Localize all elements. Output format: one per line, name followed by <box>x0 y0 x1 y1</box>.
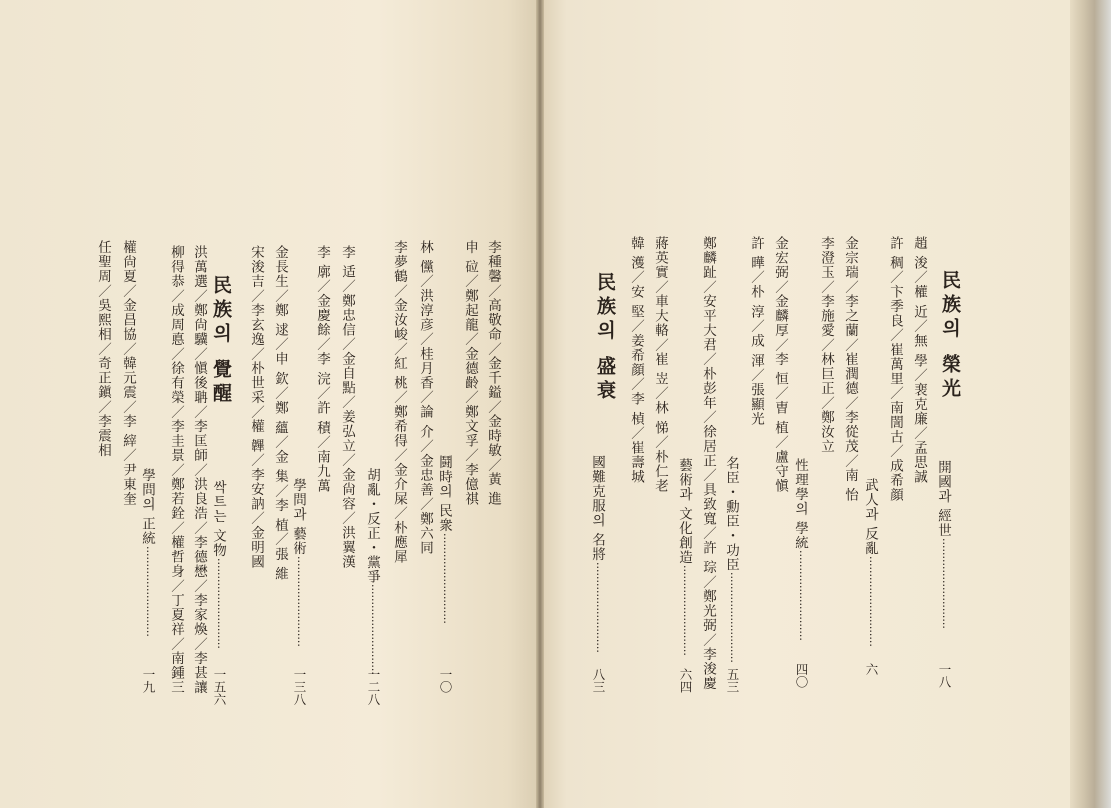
person-name: 李安訥 <box>248 467 264 512</box>
toc-entry-title[interactable] <box>675 458 693 656</box>
name-separator: ／ <box>272 483 288 499</box>
person-name: 姜希顔 <box>628 333 644 378</box>
name-separator: ／ <box>842 279 858 294</box>
person-name: 韓 濩 <box>628 236 644 271</box>
name-separator: ／ <box>818 337 834 352</box>
name-separator: ／ <box>911 270 927 285</box>
chapter-title: 藝術과 文化創造 <box>676 458 692 565</box>
person-name: 李 恒 <box>772 352 788 387</box>
name-separator: ／ <box>417 390 433 405</box>
leader-dots: ·························· <box>725 572 738 663</box>
person-name: 洪良浩 <box>191 477 207 521</box>
name-list-line <box>313 245 331 493</box>
name-separator: ／ <box>700 352 716 367</box>
person-name: 鄭 逑 <box>272 303 288 338</box>
name-separator: ／ <box>485 457 501 472</box>
leader-dots: ·························· <box>591 561 604 653</box>
toc-entry-title[interactable] <box>138 468 156 637</box>
person-name: 李澄玉 <box>818 236 834 280</box>
chapter-title: 國難克服의 名將 <box>589 455 605 562</box>
person-name: 申 欽 <box>272 351 288 387</box>
person-name: 鄭忠信 <box>339 293 355 338</box>
person-name: 李震相 <box>95 414 111 458</box>
name-separator: ／ <box>95 283 111 298</box>
toc-entry-title[interactable] <box>363 468 381 675</box>
person-name: 鄭若銓 <box>168 477 184 521</box>
name-separator: ／ <box>339 279 355 294</box>
section-heading: 民族의 盛衰 <box>594 272 616 404</box>
name-list-line <box>416 240 434 555</box>
name-separator: ／ <box>628 425 644 441</box>
name-separator: ／ <box>391 390 407 405</box>
name-separator: ／ <box>272 288 288 303</box>
name-separator: ／ <box>314 386 330 401</box>
name-separator: ／ <box>887 386 903 401</box>
person-name: 成希顔 <box>887 458 903 503</box>
person-name: 李圭景 <box>168 419 184 463</box>
person-name: 金忠善 <box>417 453 433 498</box>
name-separator: ／ <box>911 319 927 334</box>
person-name: 許 曄 <box>748 236 764 271</box>
person-name: 許 積 <box>314 400 330 435</box>
page-number: 一八 <box>937 663 952 688</box>
name-separator: ／ <box>462 332 478 347</box>
person-name: 鄭六同 <box>417 511 433 556</box>
person-name: 車大輅 <box>652 294 668 338</box>
name-separator: ／ <box>339 453 355 468</box>
name-separator: ／ <box>485 283 501 298</box>
name-list-line <box>817 236 835 454</box>
name-separator: ／ <box>248 453 264 468</box>
section-heading: 民族의 榮光 <box>939 270 961 402</box>
name-separator: ／ <box>120 399 136 414</box>
person-name: 丁夏祥 <box>168 593 184 637</box>
chapter-title: 性理學의 學統 <box>792 458 808 551</box>
name-separator: ／ <box>911 425 927 441</box>
person-name: 尹東奎 <box>120 462 136 507</box>
name-list-line <box>461 240 479 506</box>
name-list-line <box>390 240 408 564</box>
person-name: 權尙夏 <box>120 240 136 284</box>
name-separator: ／ <box>700 279 716 294</box>
person-name: 李之蘭 <box>842 294 858 338</box>
name-separator: ／ <box>887 270 903 285</box>
person-name: 洪翼漢 <box>339 525 355 570</box>
name-separator: ／ <box>818 395 834 410</box>
person-name: 宋浚吉 <box>248 245 264 289</box>
chapter-title: 武人과 反亂 <box>862 478 878 556</box>
name-separator: ／ <box>168 578 184 593</box>
name-separator: ／ <box>748 319 764 334</box>
leader-dots: ·························· <box>212 557 225 649</box>
person-name: 朴應犀 <box>391 520 407 565</box>
name-separator: ／ <box>652 435 668 450</box>
person-name: 權 近 <box>911 284 927 320</box>
name-separator: ／ <box>95 399 111 414</box>
person-name: 蔣英實 <box>652 236 668 280</box>
person-name: 鄭尙驥 <box>191 303 207 347</box>
name-separator: ／ <box>314 279 330 294</box>
person-name: 李 廓 <box>314 245 330 280</box>
person-name: 申 砬 <box>462 240 478 275</box>
person-name: 金長生 <box>272 245 288 289</box>
name-separator: ／ <box>191 520 207 535</box>
leader-dots: ·························· <box>292 555 305 647</box>
name-separator: ／ <box>887 444 903 459</box>
person-name: 朴彭年 <box>700 366 716 410</box>
chapter-title: 名臣・勳臣・功臣 <box>723 456 739 572</box>
person-name: 李玄逸 <box>248 303 264 347</box>
person-name: 李 植 <box>272 498 288 533</box>
person-name: 金麟厚 <box>772 294 788 338</box>
name-separator: ／ <box>168 636 184 651</box>
name-separator: ／ <box>772 337 788 352</box>
person-name: 金 集 <box>272 449 288 484</box>
name-list-line <box>841 236 859 502</box>
leader-dots: ·························· <box>366 584 379 675</box>
person-name: 金明國 <box>248 525 264 570</box>
name-separator: ／ <box>772 435 788 450</box>
toc-entry-title[interactable] <box>722 456 740 663</box>
name-separator: ／ <box>120 341 136 356</box>
name-list-line <box>190 245 208 695</box>
name-list-line <box>886 236 904 502</box>
name-separator: ／ <box>652 279 668 294</box>
person-name: 南誾古 <box>887 400 903 445</box>
name-separator: ／ <box>628 377 644 392</box>
person-name: 裵克廉 <box>911 382 927 426</box>
person-name: 李 适 <box>339 245 355 280</box>
name-separator: ／ <box>911 367 927 383</box>
person-name: 桂月香 <box>417 346 433 391</box>
person-name: 崔 岦 <box>652 352 668 387</box>
name-list-line <box>167 245 185 695</box>
chapter-title: 鬪時의 民衆 <box>436 455 452 533</box>
person-name: 金自點 <box>339 351 355 396</box>
name-separator: ／ <box>772 386 788 401</box>
person-name: 徐居正 <box>700 424 716 468</box>
person-name: 鄭汝立 <box>818 410 834 454</box>
name-separator: ／ <box>168 462 184 477</box>
person-name: 盧守愼 <box>772 449 788 494</box>
person-name: 李從茂 <box>842 410 858 454</box>
person-name: 高敬命 <box>485 298 501 342</box>
name-list-line <box>627 236 645 484</box>
page-number: 一二八 <box>366 668 381 706</box>
section-heading: 民族의 覺醒 <box>210 275 232 407</box>
name-separator: ／ <box>887 328 903 343</box>
name-separator: ／ <box>700 526 716 541</box>
person-name: 洪淳彦 <box>417 288 433 333</box>
page-number: 四〇 <box>794 663 809 688</box>
name-list-line <box>747 236 765 426</box>
chapter-title: 싹트는 文物 <box>210 480 226 558</box>
name-separator: ／ <box>462 448 478 463</box>
name-separator: ／ <box>168 404 184 419</box>
leader-dots: ·························· <box>678 564 691 656</box>
name-separator: ／ <box>417 332 433 347</box>
name-separator: ／ <box>462 274 478 289</box>
person-name: 李施愛 <box>818 294 834 338</box>
name-separator: ／ <box>772 279 788 294</box>
name-separator: ／ <box>191 288 207 303</box>
person-name: 金尙容 <box>339 467 355 512</box>
page-number: 五三 <box>725 668 740 693</box>
leader-dots: ·························· <box>141 545 154 637</box>
name-separator: ／ <box>248 346 264 361</box>
name-separator: ／ <box>485 341 501 356</box>
name-separator: ／ <box>314 337 330 352</box>
person-name: 奇正鎭 <box>95 356 111 400</box>
name-separator: ／ <box>191 636 207 651</box>
name-separator: ／ <box>272 434 288 450</box>
name-separator: ／ <box>168 346 184 361</box>
name-separator: ／ <box>339 395 355 410</box>
name-list-line <box>247 245 265 569</box>
name-separator: ／ <box>95 341 111 356</box>
person-name: 李 浣 <box>314 351 330 387</box>
toc-entry-title[interactable] <box>791 458 809 641</box>
person-name: 洪萬選 <box>191 245 207 289</box>
person-name: 權 韠 <box>248 419 264 454</box>
name-separator: ／ <box>272 337 288 352</box>
person-name: 李 楨 <box>628 391 644 426</box>
person-name: 張 維 <box>272 546 288 582</box>
person-name: 金宗瑞 <box>842 236 858 280</box>
page-number: 八三 <box>591 668 606 693</box>
toc-entry-title[interactable] <box>289 478 307 647</box>
person-name: 李億祺 <box>462 462 478 507</box>
person-name: 吳熙相 <box>95 298 111 342</box>
person-name: 李種馨 <box>485 240 501 284</box>
name-separator: ／ <box>417 439 433 454</box>
person-name: 孟思誠 <box>911 440 927 484</box>
toc-entry-title[interactable] <box>934 460 952 629</box>
name-list-line <box>771 236 789 493</box>
person-name: 鄭起龍 <box>462 288 478 333</box>
person-name: 姜弘立 <box>339 409 355 454</box>
person-name: 愼後聃 <box>191 361 207 405</box>
person-name: 金千鎰 <box>485 356 501 400</box>
name-separator: ／ <box>168 288 184 303</box>
name-list-line <box>484 240 502 506</box>
name-separator: ／ <box>339 337 355 352</box>
person-name: 南鍾三 <box>168 651 184 695</box>
person-name: 鄭希得 <box>391 404 407 449</box>
leader-dots: ·························· <box>864 555 877 647</box>
person-name: 金時敏 <box>485 414 501 458</box>
person-name: 李浚慶 <box>700 647 716 691</box>
page-number: 一〇 <box>438 668 453 693</box>
name-separator: ／ <box>842 337 858 352</box>
person-name: 成周悳 <box>168 303 184 347</box>
name-list-line <box>94 240 112 458</box>
name-separator: ／ <box>391 506 407 521</box>
leader-dots: ·························· <box>937 537 950 629</box>
person-name: 李 縡 <box>120 414 136 449</box>
person-name: 李甚讓 <box>191 651 207 695</box>
name-separator: ／ <box>120 283 136 298</box>
name-separator: ／ <box>700 574 716 590</box>
chapter-title: 胡亂・反正・黨爭 <box>364 468 380 584</box>
name-separator: ／ <box>391 283 407 298</box>
name-separator: ／ <box>748 367 764 383</box>
toc-entry-title[interactable] <box>588 455 606 653</box>
name-separator: ／ <box>191 462 207 477</box>
name-separator: ／ <box>628 270 644 285</box>
person-name: 李德懋 <box>191 535 207 579</box>
name-separator: ／ <box>842 453 858 468</box>
person-name: 鄭文孚 <box>462 404 478 449</box>
person-name: 具致寬 <box>700 482 716 526</box>
person-name: 成 渾 <box>748 333 764 368</box>
person-name: 林 儻 <box>417 240 433 275</box>
person-name: 徐有榮 <box>168 361 184 405</box>
person-name: 林巨正 <box>818 352 834 396</box>
name-separator: ／ <box>191 346 207 361</box>
person-name: 鄭麟趾 <box>700 236 716 280</box>
person-name: 安平大君 <box>700 294 716 352</box>
name-separator: ／ <box>191 578 207 593</box>
name-separator: ／ <box>652 386 668 401</box>
person-name: 林 悌 <box>652 400 668 436</box>
toc-entry-title[interactable] <box>209 480 227 649</box>
name-separator: ／ <box>272 386 288 401</box>
person-name: 李匡師 <box>191 419 207 463</box>
person-name: 許 琮 <box>700 540 716 575</box>
chapter-title: 學問과 藝術 <box>290 478 306 556</box>
toc-entry-title[interactable] <box>435 455 453 624</box>
person-name: 李家煥 <box>191 593 207 637</box>
person-name: 金慶餘 <box>314 293 330 338</box>
name-list-line <box>910 236 928 484</box>
person-name: 權哲身 <box>168 535 184 579</box>
name-separator: ／ <box>272 532 288 547</box>
name-separator: ／ <box>485 399 501 414</box>
name-separator: ／ <box>314 434 330 450</box>
person-name: 金介屎 <box>391 462 407 507</box>
name-list-line <box>651 236 669 493</box>
name-separator: ／ <box>818 279 834 294</box>
name-list-line <box>338 245 356 569</box>
name-separator: ／ <box>842 395 858 410</box>
name-separator: ／ <box>652 337 668 352</box>
person-name: 朴仁老 <box>652 449 668 494</box>
leader-dots: ·························· <box>438 532 451 624</box>
person-name: 金德齡 <box>462 346 478 391</box>
name-separator: ／ <box>700 410 716 425</box>
name-separator: ／ <box>168 520 184 535</box>
book-edge <box>1070 0 1111 808</box>
person-name: 曺 植 <box>772 400 788 436</box>
name-list-line <box>119 240 137 506</box>
person-name: 論 介 <box>417 404 433 440</box>
person-name: 張顯光 <box>748 382 764 426</box>
person-name: 崔潤德 <box>842 352 858 396</box>
person-name: 崔壽城 <box>628 440 644 484</box>
person-name: 金汝峻 <box>391 298 407 342</box>
name-separator: ／ <box>191 404 207 419</box>
person-name: 南九萬 <box>314 449 330 493</box>
person-name: 紅 桃 <box>391 356 407 391</box>
chapter-title: 開國과 經世 <box>935 460 951 538</box>
name-separator: ／ <box>248 288 264 303</box>
name-separator: ／ <box>248 404 264 419</box>
toc-entry-title[interactable] <box>861 478 879 647</box>
name-separator: ／ <box>462 390 478 405</box>
person-name: 朴世采 <box>248 361 264 405</box>
left-page <box>0 0 540 808</box>
person-name: 黃 進 <box>485 472 501 507</box>
person-name: 崔萬里 <box>887 342 903 387</box>
person-name: 鄭 蘊 <box>272 400 288 435</box>
name-separator: ／ <box>748 270 764 285</box>
person-name: 鄭光弼 <box>700 589 716 633</box>
name-separator: ／ <box>700 468 716 483</box>
page-number: 一九 <box>141 668 156 693</box>
name-separator: ／ <box>120 448 136 463</box>
person-name: 朴 淳 <box>748 284 764 320</box>
name-list-line <box>271 245 289 581</box>
person-name: 李夢鶴 <box>391 240 407 284</box>
name-separator: ／ <box>248 511 264 526</box>
person-name: 金昌協 <box>120 298 136 342</box>
person-name: 金宏弼 <box>772 236 788 280</box>
name-separator: ／ <box>417 497 433 512</box>
leader-dots: ·························· <box>794 550 807 642</box>
name-list-line <box>699 236 717 691</box>
chapter-title: 學問의 正統 <box>139 468 155 546</box>
person-name: 無 學 <box>911 333 927 368</box>
person-name: 卞季良 <box>887 284 903 329</box>
person-name: 趙 浚 <box>911 236 927 271</box>
person-name: 柳得恭 <box>168 245 184 289</box>
name-separator: ／ <box>391 448 407 463</box>
page-number: 一三八 <box>292 668 307 706</box>
person-name: 許 稠 <box>887 236 903 271</box>
page-number: 一五六 <box>212 668 227 706</box>
person-name: 南 怡 <box>842 468 858 503</box>
name-separator: ／ <box>417 274 433 289</box>
name-separator: ／ <box>339 511 355 526</box>
name-separator: ／ <box>628 319 644 334</box>
person-name: 韓元震 <box>120 356 136 400</box>
page-number: 六四 <box>678 668 693 693</box>
page-number: 六 <box>864 663 879 676</box>
person-name: 任聖周 <box>95 240 111 284</box>
book-binding <box>536 0 544 808</box>
person-name: 安 堅 <box>628 284 644 320</box>
name-separator: ／ <box>391 341 407 356</box>
name-separator: ／ <box>700 632 716 648</box>
